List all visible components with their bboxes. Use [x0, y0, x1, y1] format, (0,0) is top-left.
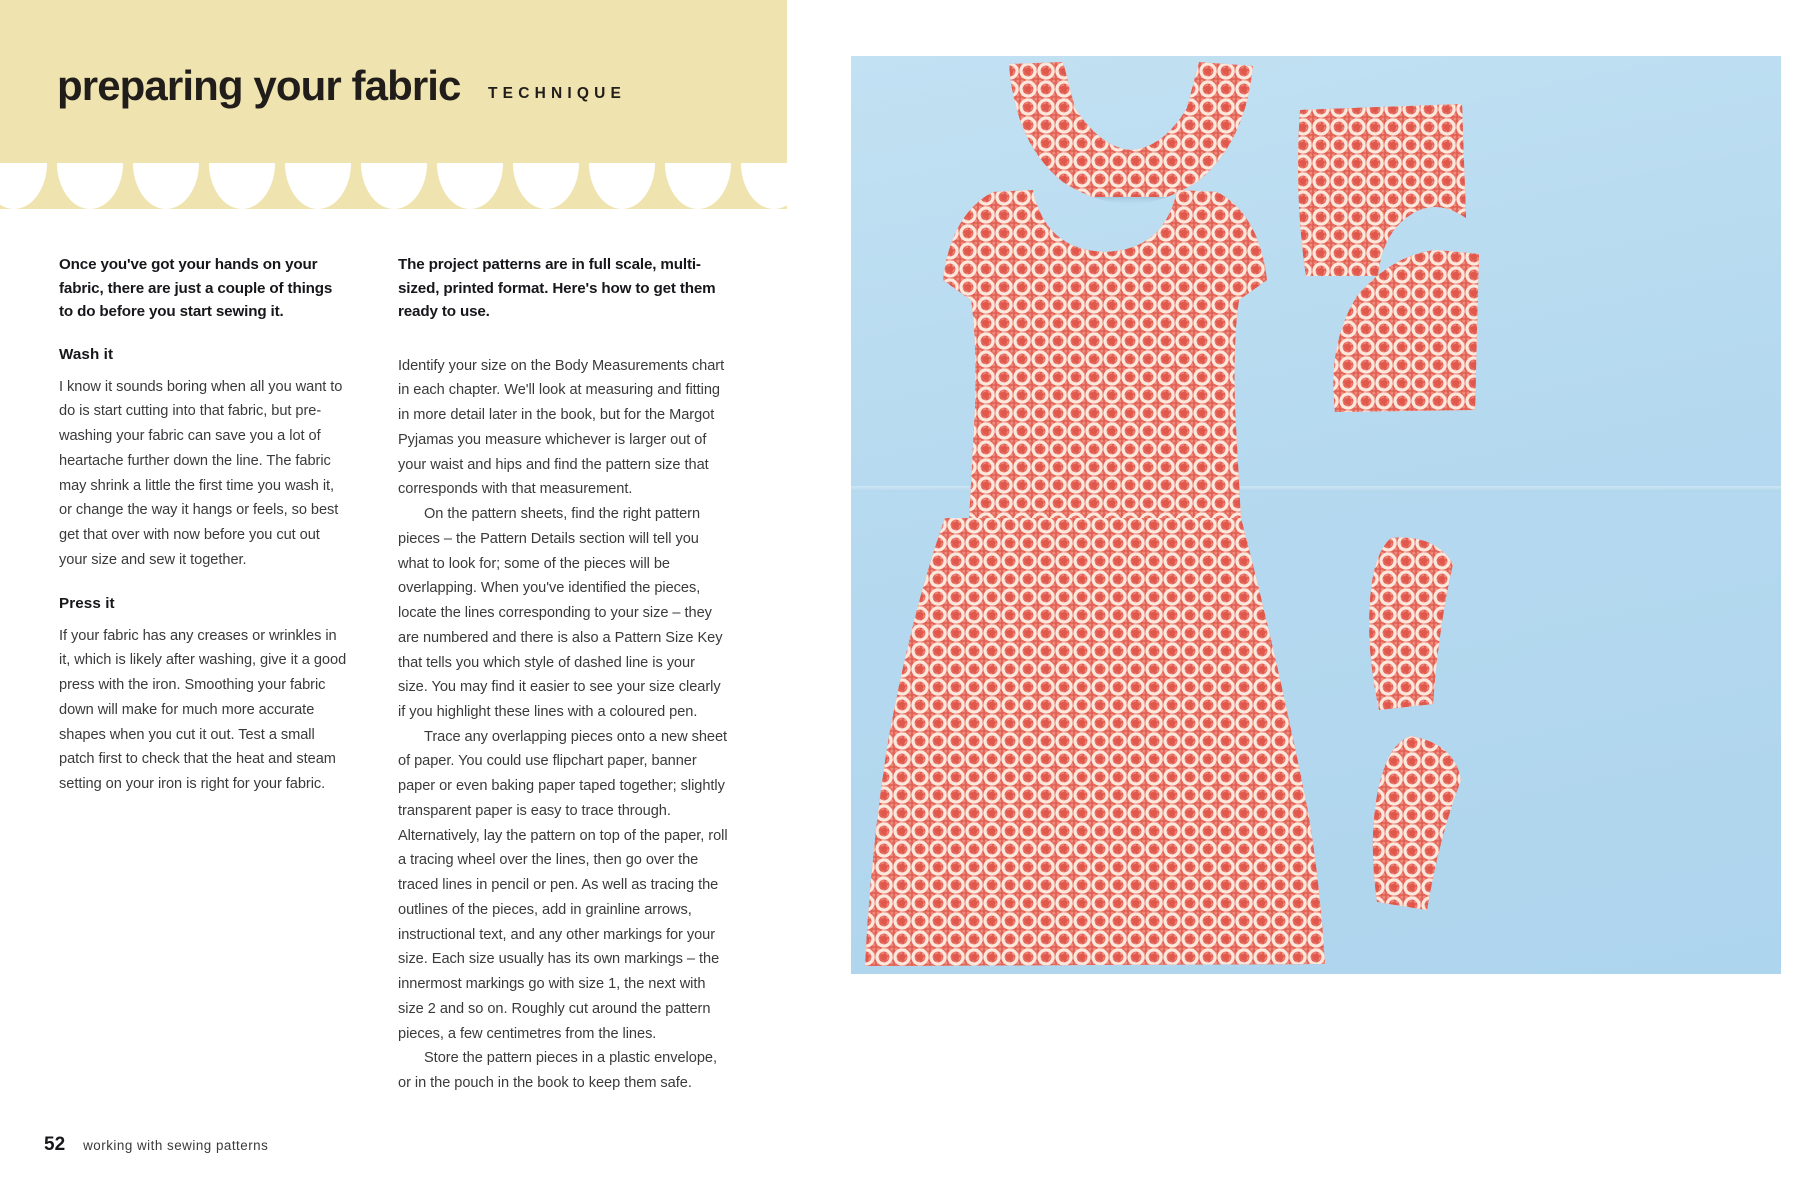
- paragraph-press-it: If your fabric has any creases or wrinkles in it, which is likely after washing, give it a good press with the iron. Smoothing your fabric down will make for much more accurate shapes when you cut it out. Test a small patch first to check that the heat and steam setting on your iron is right for your fabric.: [59, 627, 347, 792]
- paragraph-tracing: Trace any overlapping pieces onto a new sheet of paper. You could use flipchart paper, banner paper or even baking paper taped together; slightly transparent paper is easy to trace through. Alternatively, lay the pattern on top of the paper, roll a tracing wheel over the lines, then go over the traced lines in pencil or pen. As well as tracing the outlines of the pieces, add in grainline arrows, instructional text, and any other markings for your size. Each size usually has its own markings – the innermost markings go with size 1, the next with size 2 and so on. Roughly cut around the pattern pieces, a few centimetres from the lines.: [398, 728, 728, 1042]
- paragraph-pattern-sheets: On the pattern sheets, find the right pattern pieces – the Pattern Details section will tell you what to look for; some of the pieces will be overlapping. When you've identified the pieces, locate the lines corresponding to your size – they are numbered and there is also a Pattern Size Key that tells you which style of dashed line is your size. You may find it easier to see your size clearly if you highlight these lines with a coloured pen.: [398, 506, 723, 720]
- page-kicker: TECHNIQUE: [488, 85, 627, 102]
- page-footer: [44, 1134, 268, 1156]
- pattern-pieces-photograph: [851, 56, 1781, 974]
- page-title: preparing your fabric: [57, 62, 461, 109]
- paragraph-storing: Store the pattern pieces in a plastic envelope, or in the pouch in the book to keep them safe.: [398, 1050, 717, 1091]
- right-column-lede: The project patterns are in full scale, multi-sized, printed format. Here's how to get them ready to use.: [398, 256, 716, 321]
- left-column-lede: Once you've got your hands on your fabric, there are just a couple of things to do before you start sewing it.: [59, 256, 333, 321]
- paragraph-wash-it: I know it sounds boring when all you want to do is start cutting into that fabric, but pre-washing your fabric can save you a lot of heartache further down the line. The fabric may shrink a little the first time you wash it, or change the way it hangs or feels, so best get that over with now before you cut out your size and sew it together.: [59, 378, 343, 568]
- paragraph-identify-size: Identify your size on the Body Measurements chart in each chapter. We'll look at measuring and fitting in more detail later in the book, but for the Margot Pyjamas you measure whichever is larger out of your waist and hips and find the pattern size that corresponds with that measurement.: [398, 357, 725, 498]
- subheading-wash-it: Wash it: [59, 345, 114, 363]
- pattern-piece-skirt-front: [857, 516, 1327, 968]
- text-column-left: [59, 253, 350, 797]
- running-head: working with sewing patterns: [83, 1138, 269, 1153]
- text-column-right: [398, 253, 728, 1096]
- page-number: 52: [44, 1134, 66, 1155]
- scalloped-edge-decoration: [0, 163, 787, 209]
- subheading-press-it: Press it: [59, 594, 115, 612]
